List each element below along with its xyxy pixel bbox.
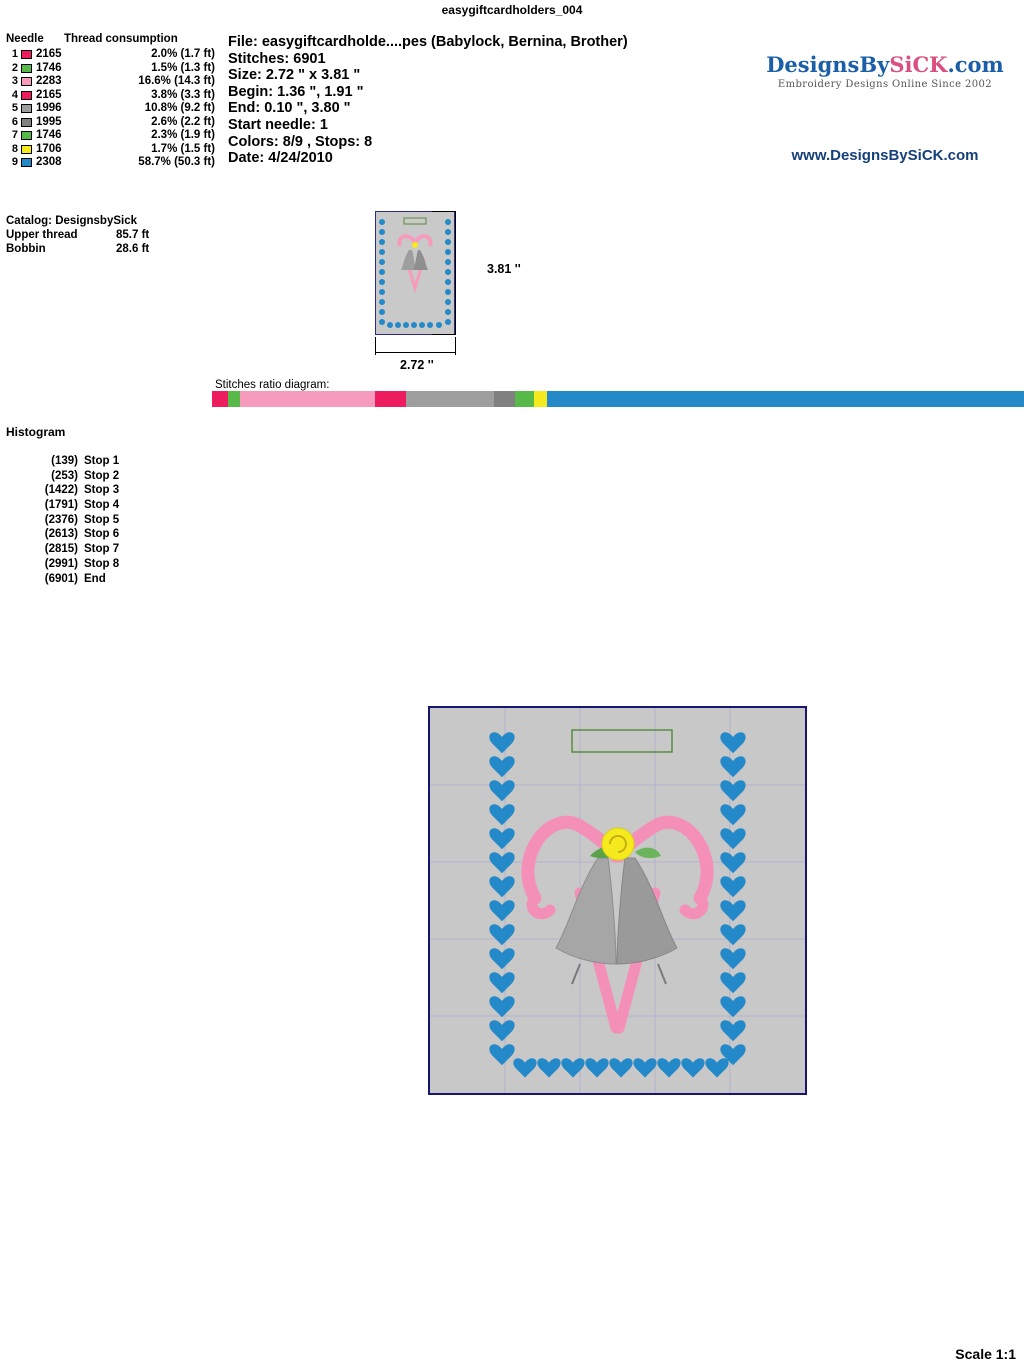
table-row <box>6 75 221 89</box>
list-item <box>6 542 206 557</box>
list-item <box>6 527 206 542</box>
brand-logo <box>760 52 1010 90</box>
needle-index: 7 <box>11 129 18 141</box>
histogram-count: (1791) <box>44 499 78 512</box>
bobbin-row <box>6 242 221 256</box>
needle-stitch-count: 2165 <box>36 48 62 60</box>
thread-color-swatch <box>21 145 32 154</box>
histogram-count: (6901) <box>44 572 78 585</box>
catalog-summary <box>6 214 221 256</box>
ratio-segment <box>212 391 228 407</box>
upper-thread-label: Upper thread <box>6 229 78 241</box>
histogram-stop: Stop 6 <box>84 528 120 541</box>
stitches-ratio-bar <box>212 391 1024 407</box>
bobbin-label: Bobbin <box>6 243 46 255</box>
needle-stitch-count: 1746 <box>36 129 62 141</box>
needle-index: 4 <box>11 88 18 101</box>
needle-column-header: Needle <box>6 33 44 45</box>
table-row <box>6 143 221 157</box>
needle-stitch-count: 1996 <box>36 102 62 114</box>
logo-text-accent: SiCK <box>889 52 948 77</box>
logo-text-primary: DesignsBy <box>766 52 890 77</box>
thread-color-swatch <box>21 64 32 73</box>
stitches-ratio-label: Stitches ratio diagram: <box>215 379 330 391</box>
design-info <box>228 34 628 167</box>
logo-wordmark <box>760 52 1010 77</box>
needle-table-header <box>6 33 221 45</box>
scale-label: Scale 1:1 <box>955 1346 1016 1362</box>
list-item <box>6 454 206 469</box>
needle-percent: 1.7% (1.5 ft) <box>151 142 215 155</box>
width-dimension-tick-right <box>455 337 456 355</box>
needle-percent: 3.8% (3.3 ft) <box>151 88 215 101</box>
upper-thread-value: 85.7 ft <box>116 229 150 241</box>
logo-tagline: Embroidery Designs Online Since 2002 <box>777 79 993 90</box>
histogram-stop: Stop 5 <box>84 513 120 526</box>
table-row <box>6 116 221 130</box>
list-item <box>6 513 206 528</box>
histogram-stop: Stop 8 <box>84 557 120 570</box>
histogram-count: (2613) <box>44 528 78 541</box>
histogram-count: (2376) <box>44 513 78 526</box>
upper-thread-row <box>6 228 221 242</box>
table-row <box>6 129 221 143</box>
list-item <box>6 469 206 484</box>
ratio-segment <box>228 391 240 407</box>
list-item <box>6 483 206 498</box>
list-item <box>6 572 206 587</box>
height-dimension-tick-top <box>432 211 456 212</box>
histogram-stop: End <box>84 572 106 585</box>
needle-stitch-count: 1995 <box>36 115 62 128</box>
needle-thread-table <box>6 33 221 170</box>
histogram-count: (2991) <box>44 557 78 570</box>
thread-color-swatch <box>21 50 32 59</box>
thread-color-swatch <box>21 77 32 86</box>
thread-color-swatch <box>21 158 32 167</box>
table-row <box>6 156 221 170</box>
design-thumbnail <box>375 211 455 335</box>
design-height-label: 3.81 '' <box>487 262 521 276</box>
ratio-segment <box>515 391 534 407</box>
needle-percent: 16.6% (14.3 ft) <box>138 75 215 87</box>
height-dimension-tick-bottom <box>432 334 456 335</box>
histogram-count: (2815) <box>44 543 78 556</box>
table-row <box>6 89 221 103</box>
needle-percent: 2.0% (1.7 ft) <box>151 48 215 60</box>
info-stitches: Stitches: 6901 <box>228 50 326 67</box>
page-title: easygiftcardholders_004 <box>441 3 583 17</box>
info-colors: Colors: 8/9 , Stops: 8 <box>228 133 373 150</box>
info-start-needle: Start needle: 1 <box>228 116 328 133</box>
needle-index: 9 <box>11 156 18 168</box>
needle-index: 6 <box>11 115 18 128</box>
histogram-count: (253) <box>51 469 78 482</box>
histogram-stop: Stop 2 <box>84 469 120 482</box>
thread-color-swatch <box>21 131 32 140</box>
info-file: File: easygiftcardholde....pes (Babylock, Bernina, Brother) <box>228 34 628 50</box>
design-preview-svg <box>430 708 805 1093</box>
needle-percent: 2.3% (1.9 ft) <box>151 129 215 141</box>
table-row <box>6 102 221 116</box>
needle-index: 8 <box>11 142 18 155</box>
design-width-label: 2.72 '' <box>400 358 434 372</box>
design-preview-large <box>428 706 807 1095</box>
info-size: Size: 2.72 " x 3.81 " <box>228 67 361 84</box>
needle-index: 1 <box>11 48 18 60</box>
info-end: End: 0.10 ", 3.80 " <box>228 100 351 117</box>
ratio-segment <box>534 391 548 407</box>
info-date: Date: 4/24/2010 <box>228 150 333 167</box>
info-begin: Begin: 1.36 ", 1.91 " <box>228 83 364 100</box>
needle-percent: 58.7% (50.3 ft) <box>138 156 215 168</box>
thread-color-swatch <box>21 118 32 127</box>
thread-color-swatch <box>21 104 32 113</box>
histogram-stop: Stop 4 <box>84 499 120 512</box>
needle-percent: 2.6% (2.2 ft) <box>151 115 215 128</box>
needle-stitch-count: 1746 <box>36 61 62 74</box>
height-dimension-line <box>455 211 456 335</box>
bobbin-value: 28.6 ft <box>116 243 150 255</box>
logo-text-domain: .com <box>947 52 1004 77</box>
needle-stitch-count: 1706 <box>36 142 62 155</box>
histogram-title: Histogram <box>6 425 66 439</box>
histogram-stop: Stop 1 <box>84 455 120 467</box>
list-item <box>6 498 206 513</box>
needle-index: 2 <box>11 61 18 74</box>
ratio-segment <box>375 391 406 407</box>
needle-stitch-count: 2283 <box>36 75 62 87</box>
table-row <box>6 62 221 76</box>
thumbnail-design-svg <box>376 212 454 334</box>
histogram-list <box>6 454 206 586</box>
ratio-segment <box>406 391 494 407</box>
ratio-segment <box>494 391 515 407</box>
ratio-segment <box>240 391 375 407</box>
ratio-segment <box>547 391 1024 407</box>
needle-stitch-count: 2165 <box>36 88 62 101</box>
histogram-count: (1422) <box>44 484 78 497</box>
needle-index: 3 <box>11 75 18 87</box>
histogram-count: (139) <box>51 455 78 467</box>
width-dimension-tick-left <box>375 337 376 355</box>
needle-percent: 1.5% (1.3 ft) <box>151 61 215 74</box>
histogram-stop: Stop 3 <box>84 484 120 497</box>
site-url[interactable]: www.DesignsBySiCK.com <box>791 147 979 164</box>
catalog-name: Catalog: DesignsbySick <box>6 215 138 227</box>
list-item <box>6 557 206 572</box>
thread-consumption-column-header: Thread consumption <box>64 33 178 45</box>
needle-stitch-count: 2308 <box>36 156 62 168</box>
needle-percent: 10.8% (9.2 ft) <box>144 102 215 114</box>
histogram-stop: Stop 7 <box>84 543 120 556</box>
thread-color-swatch <box>21 91 32 100</box>
needle-index: 5 <box>11 102 18 114</box>
table-row <box>6 48 221 62</box>
width-dimension-line <box>375 352 455 353</box>
